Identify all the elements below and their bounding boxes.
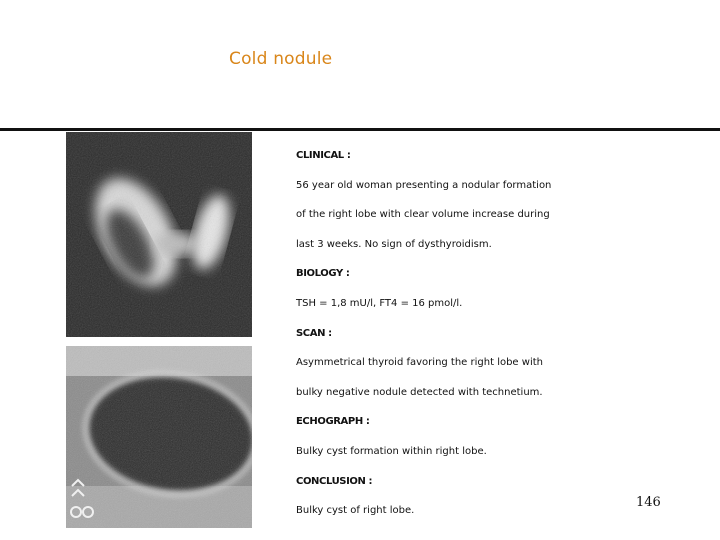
conclusion-line: Bulky cyst of right lobe.: [296, 505, 415, 517]
biology-line: TSH = 1,8 mU/l, FT4 = 16 pmol/l.: [296, 297, 463, 309]
echograph-heading: ECHOGRAPH :: [296, 416, 370, 428]
thyroid-echograph-image: [66, 346, 252, 528]
scan-line: bulky negative nodule detected with technetium.: [296, 386, 543, 398]
case-text: [296, 148, 596, 533]
page-number: 146: [636, 495, 661, 510]
clinical-line: of the right lobe with clear volume increase during: [296, 209, 550, 221]
echograph-line: Bulky cyst formation within right lobe.: [296, 445, 487, 457]
scan-line: Asymmetrical thyroid favoring the right lobe with: [296, 357, 543, 369]
slide-title: Cold nodule: [229, 49, 333, 69]
conclusion-heading: CONCLUSION :: [296, 475, 373, 487]
biology-heading: BIOLOGY :: [296, 268, 350, 280]
scan-heading: SCAN :: [296, 327, 332, 339]
thyroid-scan-image: [66, 132, 252, 337]
clinical-line: 56 year old woman presenting a nodular formation: [296, 179, 552, 191]
clinical-heading: CLINICAL :: [296, 150, 351, 161]
header-divider: [0, 128, 720, 131]
clinical-line: last 3 weeks. No sign of dysthyroidism.: [296, 238, 492, 250]
